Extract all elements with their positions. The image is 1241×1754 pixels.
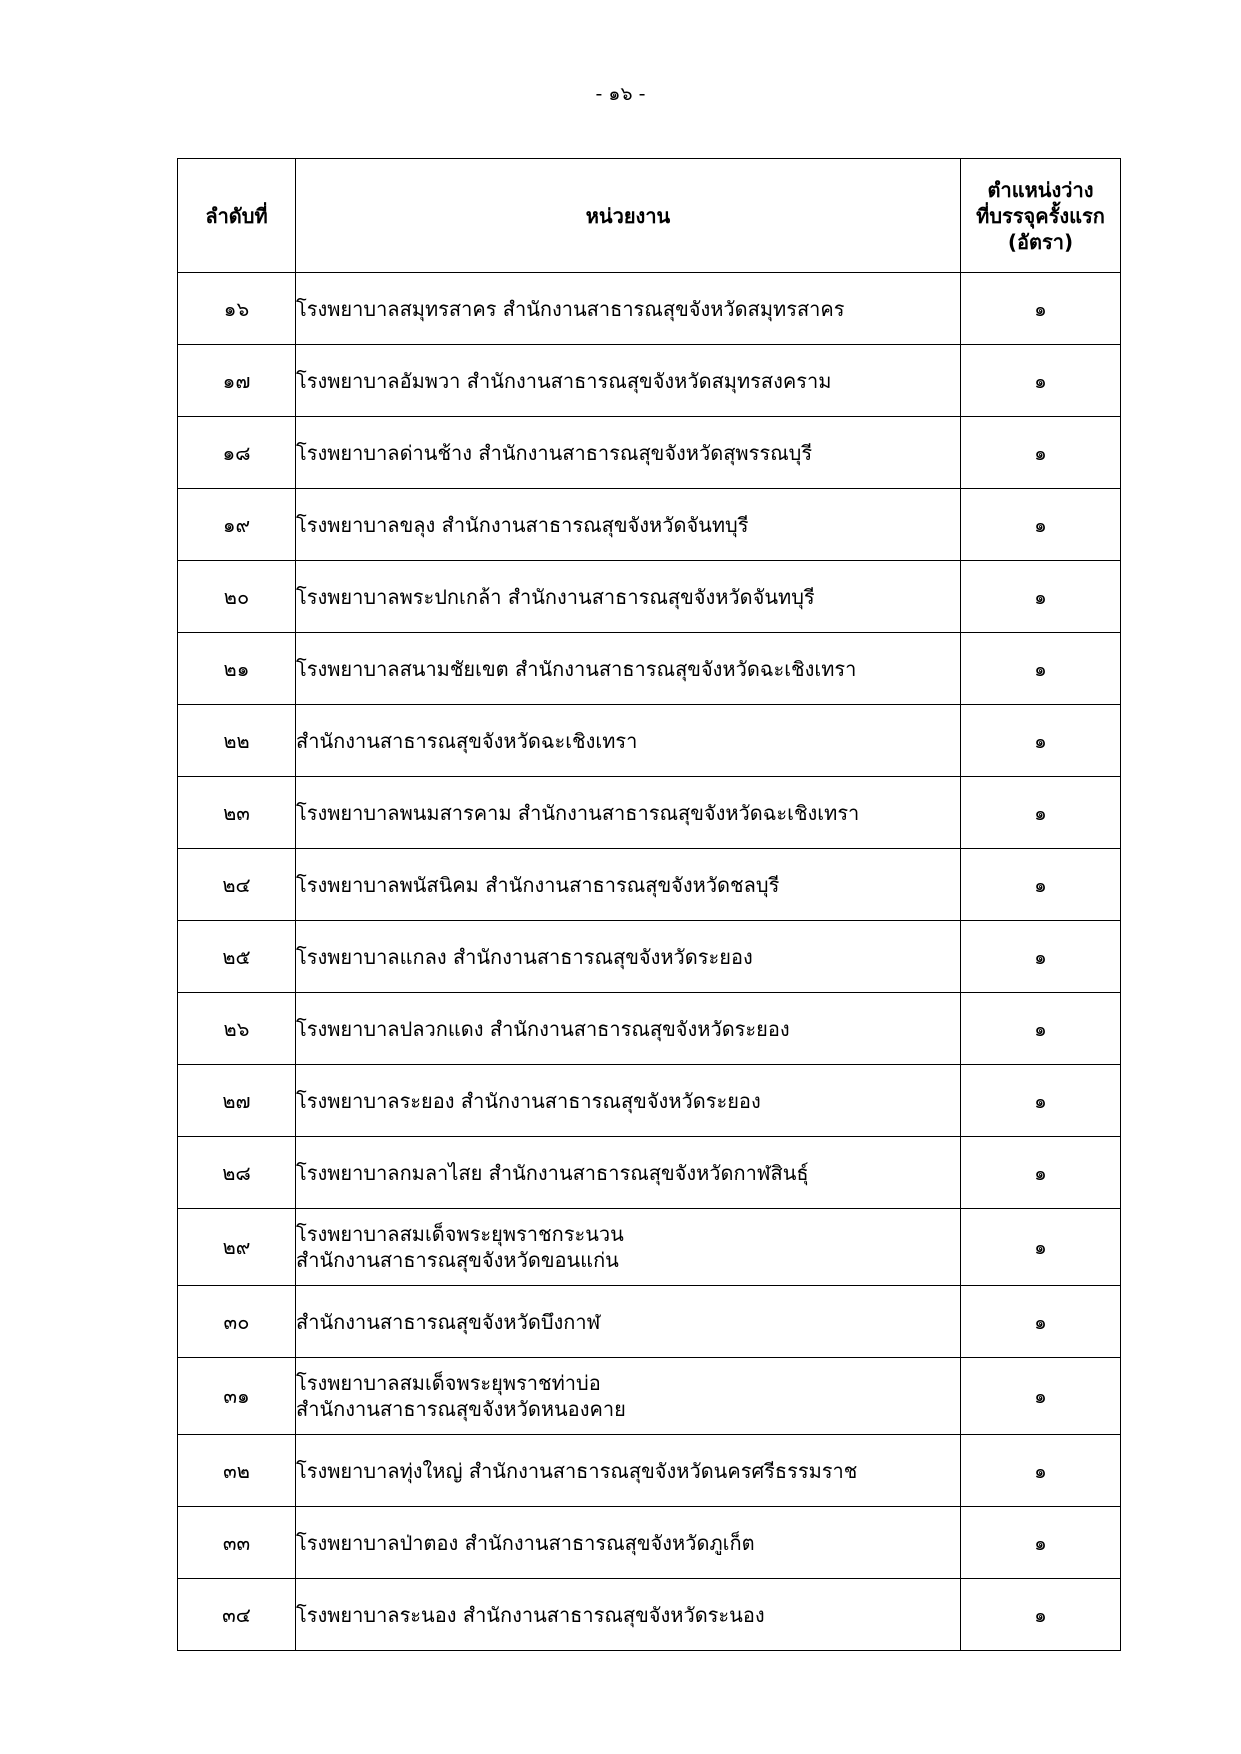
row-unit-name: โรงพยาบาลแกลง สำนักงานสาธารณสุขจังหวัดระยอง [296,921,961,993]
row-vacancy-count: ๑ [961,1137,1121,1209]
row-vacancy-count: ๑ [961,921,1121,993]
row-vacancy-count: ๑ [961,1579,1121,1651]
table-row [178,1137,1121,1209]
row-unit-name: โรงพยาบาลทุ่งใหญ่ สำนักงานสาธารณสุขจังหวัดนครศรีธรรมราช [296,1435,961,1507]
table-row [178,1286,1121,1358]
table-row [178,561,1121,633]
row-vacancy-count: ๑ [961,1065,1121,1137]
row-vacancy-count: ๑ [961,633,1121,705]
header-vacancy-count [961,159,1121,273]
header-vacancy-count-line: (อัตรา) [1007,229,1074,254]
row-order-number: ๒๕ [178,921,296,993]
row-unit-name: โรงพยาบาลระนอง สำนักงานสาธารณสุขจังหวัดระนอง [296,1579,961,1651]
header-row [178,159,1121,273]
row-order-number: ๒๖ [178,993,296,1065]
row-order-number: ๒๙ [178,1209,296,1286]
vacancy-table [177,158,1121,1651]
row-unit-name: โรงพยาบาลระยอง สำนักงานสาธารณสุขจังหวัดระยอง [296,1065,961,1137]
row-unit-name: โรงพยาบาลขลุง สำนักงานสาธารณสุขจังหวัดจันทบุรี [296,489,961,561]
row-unit-name: โรงพยาบาลสนามชัยเขต สำนักงานสาธารณสุขจังหวัดฉะเชิงเทรา [296,633,961,705]
table-row [178,1507,1121,1579]
row-order-number: ๓๒ [178,1435,296,1507]
row-vacancy-count: ๑ [961,1209,1121,1286]
table-row [178,1579,1121,1651]
row-vacancy-count: ๑ [961,417,1121,489]
table-row [178,273,1121,345]
row-order-number: ๓๓ [178,1507,296,1579]
table-row [178,345,1121,417]
row-vacancy-count: ๑ [961,1507,1121,1579]
header-unit: หน่วยงาน [296,159,961,273]
row-order-number: ๑๙ [178,489,296,561]
row-order-number: ๒๒ [178,705,296,777]
row-order-number: ๒๗ [178,1065,296,1137]
row-vacancy-count: ๑ [961,345,1121,417]
row-unit-name: โรงพยาบาลป่าตอง สำนักงานสาธารณสุขจังหวัดภูเก็ต [296,1507,961,1579]
row-unit-name: โรงพยาบาลด่านช้าง สำนักงานสาธารณสุขจังหวัดสุพรรณบุรี [296,417,961,489]
row-vacancy-count: ๑ [961,273,1121,345]
row-unit-name: โรงพยาบาลพนมสารคาม สำนักงานสาธารณสุขจังหวัดฉะเชิงเทรา [296,777,961,849]
table-row [178,1435,1121,1507]
row-order-number: ๑๖ [178,273,296,345]
row-vacancy-count: ๑ [961,705,1121,777]
row-order-number: ๒๐ [178,561,296,633]
table-row [178,777,1121,849]
row-vacancy-count: ๑ [961,777,1121,849]
row-unit-name: โรงพยาบาลพระปกเกล้า สำนักงานสาธารณสุขจังหวัดจันทบุรี [296,561,961,633]
row-unit-name: สำนักงานสาธารณสุขจังหวัดฉะเชิงเทรา [296,705,961,777]
row-order-number: ๒๘ [178,1137,296,1209]
header-vacancy-count-line: ตำแหน่งว่าง [987,177,1094,202]
table-body [178,273,1121,1651]
row-vacancy-count: ๑ [961,1286,1121,1358]
row-unit-name: โรงพยาบาลปลวกแดง สำนักงานสาธารณสุขจังหวัดระยอง [296,993,961,1065]
table-row [178,993,1121,1065]
row-order-number: ๑๗ [178,345,296,417]
table-row [178,489,1121,561]
row-vacancy-count: ๑ [961,489,1121,561]
row-order-number: ๑๘ [178,417,296,489]
row-vacancy-count: ๑ [961,1435,1121,1507]
table-row [178,849,1121,921]
row-vacancy-count: ๑ [961,1358,1121,1435]
header-vacancy-count-line: ที่บรรจุครั้งแรก [976,203,1105,228]
row-unit-name: สำนักงานสาธารณสุขจังหวัดบึงกาฬ [296,1286,961,1358]
row-unit-name: โรงพยาบาลสมเด็จพระยุพราชท่าบ่อ สำนักงานสาธารณสุขจังหวัดหนองคาย [296,1358,961,1435]
row-order-number: ๒๑ [178,633,296,705]
table-row [178,417,1121,489]
header-order-number: ลำดับที่ [178,159,296,273]
table-row [178,921,1121,993]
table-row [178,705,1121,777]
row-order-number: ๓๔ [178,1579,296,1651]
table-row [178,633,1121,705]
table-row [178,1065,1121,1137]
row-unit-name: โรงพยาบาลสมเด็จพระยุพราชกระนวน สำนักงานสาธารณสุขจังหวัดขอนแก่น [296,1209,961,1286]
table-row [178,1358,1121,1435]
row-unit-name: โรงพยาบาลกมลาไสย สำนักงานสาธารณสุขจังหวัดกาฬสินธุ์ [296,1137,961,1209]
row-unit-name: โรงพยาบาลพนัสนิคม สำนักงานสาธารณสุขจังหวัดชลบุรี [296,849,961,921]
row-order-number: ๒๓ [178,777,296,849]
row-order-number: ๒๔ [178,849,296,921]
row-vacancy-count: ๑ [961,849,1121,921]
table-header [178,159,1121,273]
page-number: - ๑๖ - [595,83,646,105]
table-row [178,1209,1121,1286]
row-order-number: ๓๐ [178,1286,296,1358]
row-vacancy-count: ๑ [961,993,1121,1065]
row-order-number: ๓๑ [178,1358,296,1435]
row-unit-name: โรงพยาบาลสมุทรสาคร สำนักงานสาธารณสุขจังหวัดสมุทรสาคร [296,273,961,345]
row-unit-name: โรงพยาบาลอัมพวา สำนักงานสาธารณสุขจังหวัดสมุทรสงคราม [296,345,961,417]
row-vacancy-count: ๑ [961,561,1121,633]
